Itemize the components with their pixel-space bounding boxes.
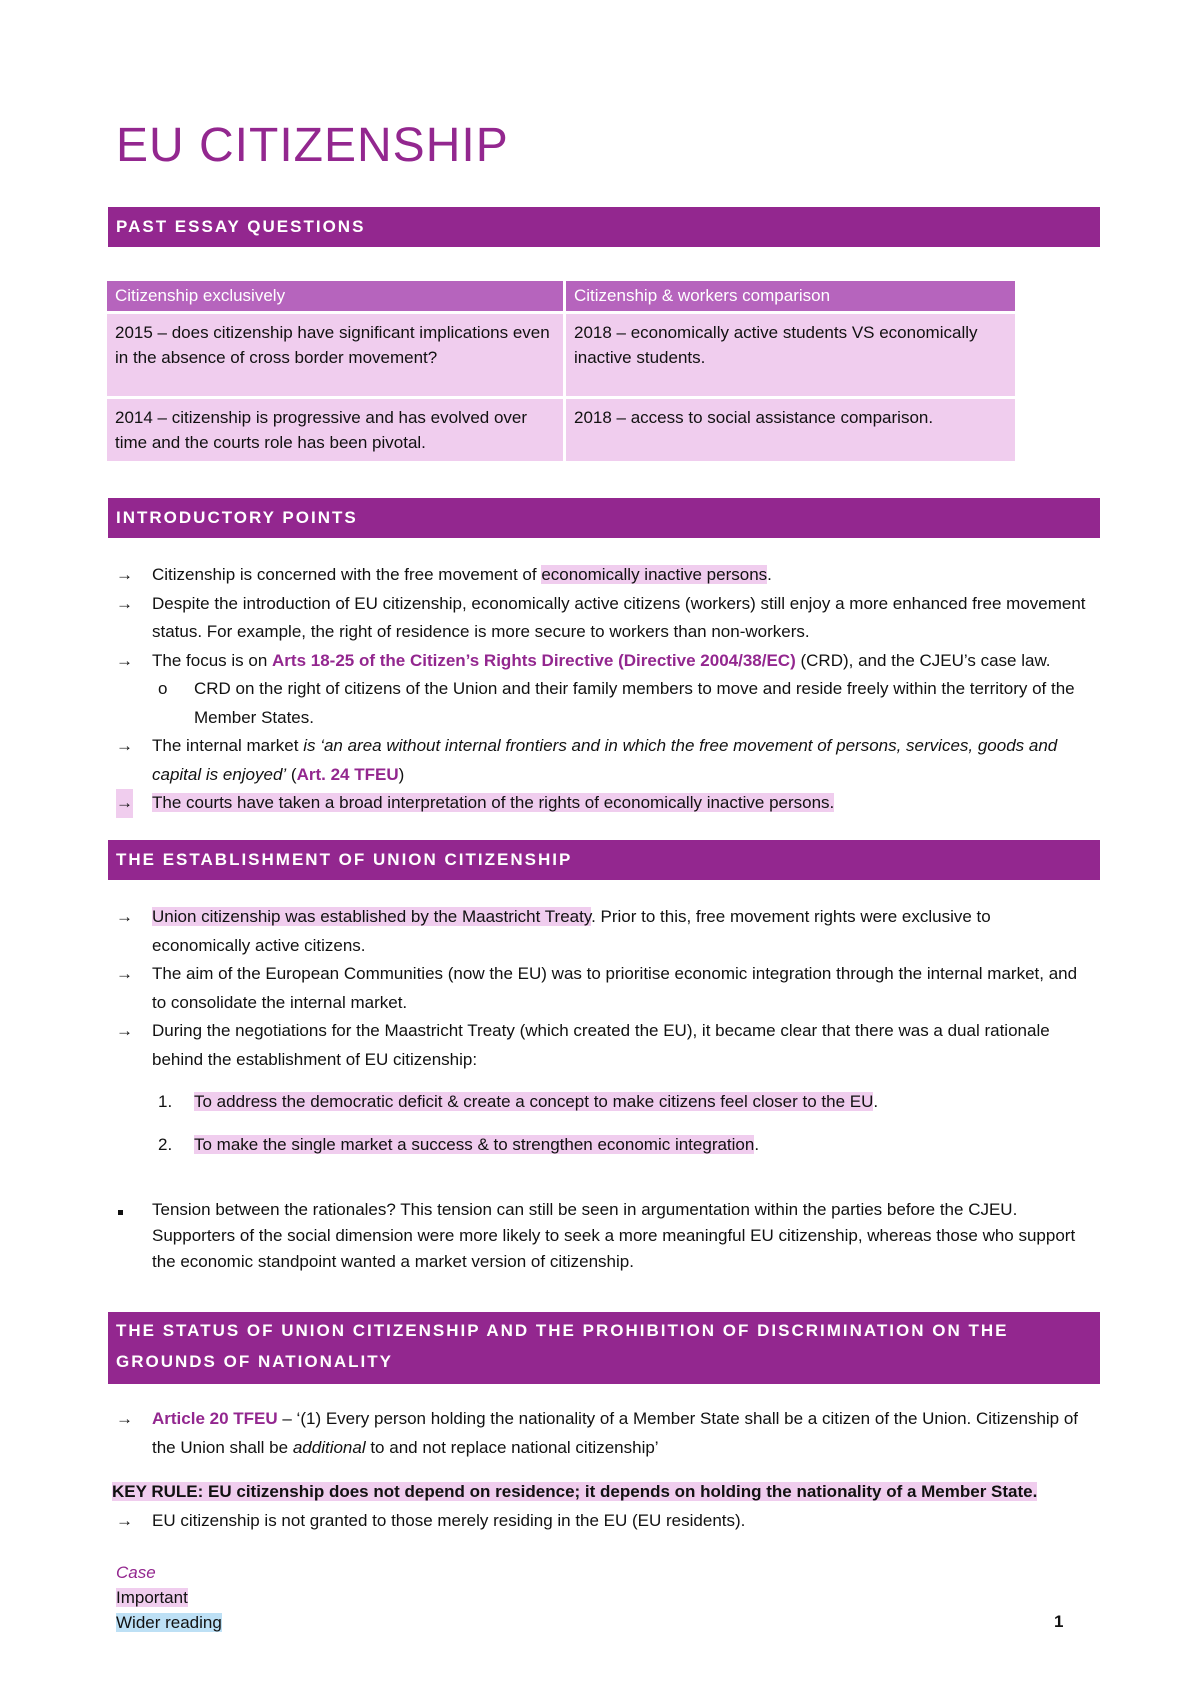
arrow-icon: → <box>116 907 133 926</box>
arrow-icon: → <box>116 565 133 584</box>
table-cell: 2014 – citizenship is progressive and has evolved over time and the courts role has been pivotal. <box>107 399 563 461</box>
table-header-row <box>107 281 1015 311</box>
list-item: → The aim of the European Communities (now the EU) was to prioritise economic integration through the internal market, and to consolidate the internal market. <box>112 960 1092 1017</box>
list-item: → Despite the introduction of EU citizenship, economically active citizens (workers) still enjoy a more enhanced free movement status. For example, the right of residence is more secure to workers than non-workers. <box>112 590 1092 647</box>
sub-list-item: o CRD on the right of citizens of the Union and their family members to move and reside freely within the territory of the Member States. <box>112 675 1092 732</box>
arrow-icon: → <box>116 1021 133 1040</box>
status-points <box>112 1405 1092 1535</box>
table-cell: 2018 – economically active students VS economically inactive students. <box>566 314 1015 396</box>
page-number: 1 <box>1054 1612 1064 1631</box>
arrow-icon: → <box>116 1409 133 1428</box>
section-heading-past-essay: PAST ESSAY QUESTIONS <box>108 207 1100 247</box>
establishment-points <box>112 903 1092 1275</box>
arrow-icon: → <box>116 789 133 818</box>
list-item: → The focus is on Arts 18-25 of the Citizen’s Rights Directive (Directive 2004/38/EC) (CRD), and the CJEU’s case law. <box>112 647 1092 676</box>
section-heading-status: THE STATUS OF UNION CITIZENSHIP AND THE PROHIBITION OF DISCRIMINATION ON THE GROUNDS OF NATIONALITY <box>108 1312 1100 1384</box>
table-header-cell: Citizenship exclusively <box>107 281 563 311</box>
square-bullet-icon <box>118 1197 123 1223</box>
section-heading-establishment: THE ESTABLISHMENT OF UNION CITIZENSHIP <box>108 840 1100 880</box>
legend-case: Case <box>116 1563 156 1582</box>
arrow-icon: → <box>116 964 133 983</box>
list-item: → Union citizenship was established by the Maastricht Treaty. Prior to this, free movement rights were exclusive to economically active citizens. <box>112 903 1092 960</box>
arrow-icon: → <box>116 593 133 613</box>
table-cell: 2015 – does citizenship have significant implications even in the absence of cross border movement? <box>107 314 563 396</box>
legislation-reference: Article 20 TFEU <box>152 1409 278 1428</box>
legislation-reference: Art. 24 TFEU <box>296 764 399 784</box>
numbered-item: 1. To address the democratic deficit & create a concept to make citizens feel closer to the EU. <box>158 1092 879 1111</box>
list-item: → During the negotiations for the Maastricht Treaty (which created the EU), it became clear that there was a dual rationale behind the establishment of EU citizenship: <box>112 1017 1092 1074</box>
list-item: → EU citizenship is not granted to those merely residing in the EU (EU residents). <box>112 1507 1092 1536</box>
legislation-reference: Arts 18-25 of the Citizen’s Rights Directive (Directive 2004/38/EC) <box>272 650 796 670</box>
legend-wider-reading: Wider reading <box>116 1613 222 1632</box>
key-rule: KEY RULE: EU citizenship does not depend on residence; it depends on holding the nationality of a Member State. <box>112 1482 1038 1501</box>
essay-questions-table <box>104 278 1018 464</box>
arrow-icon: → <box>116 1510 133 1530</box>
table-header-cell: Citizenship & workers comparison <box>566 281 1015 311</box>
table-cell: 2018 – access to social assistance comparison. <box>566 399 1015 461</box>
page-title: EU CITIZENSHIP <box>116 119 509 172</box>
numbered-item: 2. To make the single market a success & to strengthen economic integration. <box>158 1134 760 1154</box>
highlight-legend <box>116 1560 222 1635</box>
list-item: Tension between the rationales? This tension can still be seen in argumentation within the parties before the CJEU. Supporters of the social dimension were more likely to seek a more meaningful EU citizenship, whereas those who support the economic standpoint wanted a market version of citizenship. <box>112 1197 1092 1275</box>
list-item: → Citizenship is concerned with the free movement of economically inactive persons. <box>112 561 1092 590</box>
section-heading-introductory: INTRODUCTORY POINTS <box>108 498 1100 538</box>
table-row <box>107 399 1015 461</box>
circle-bullet-icon: o <box>158 679 168 698</box>
list-item: → The internal market is ‘an area without internal frontiers and in which the free movement of persons, services, goods and capital is enjoyed’ (Art. 24 TFEU) <box>112 732 1092 789</box>
table-row <box>107 314 1015 396</box>
list-item: → The courts have taken a broad interpretation of the rights of economically inactive persons. <box>112 789 1092 818</box>
arrow-icon: → <box>116 650 133 670</box>
introductory-points <box>112 561 1092 818</box>
list-item: → Article 20 TFEU – ‘(1) Every person holding the nationality of a Member State shall be a citizen of the Union. Citizenship of the Union shall be additional to and not replace national citizenship’ <box>112 1405 1092 1462</box>
arrow-icon: → <box>116 736 133 755</box>
legend-important: Important <box>116 1588 188 1607</box>
